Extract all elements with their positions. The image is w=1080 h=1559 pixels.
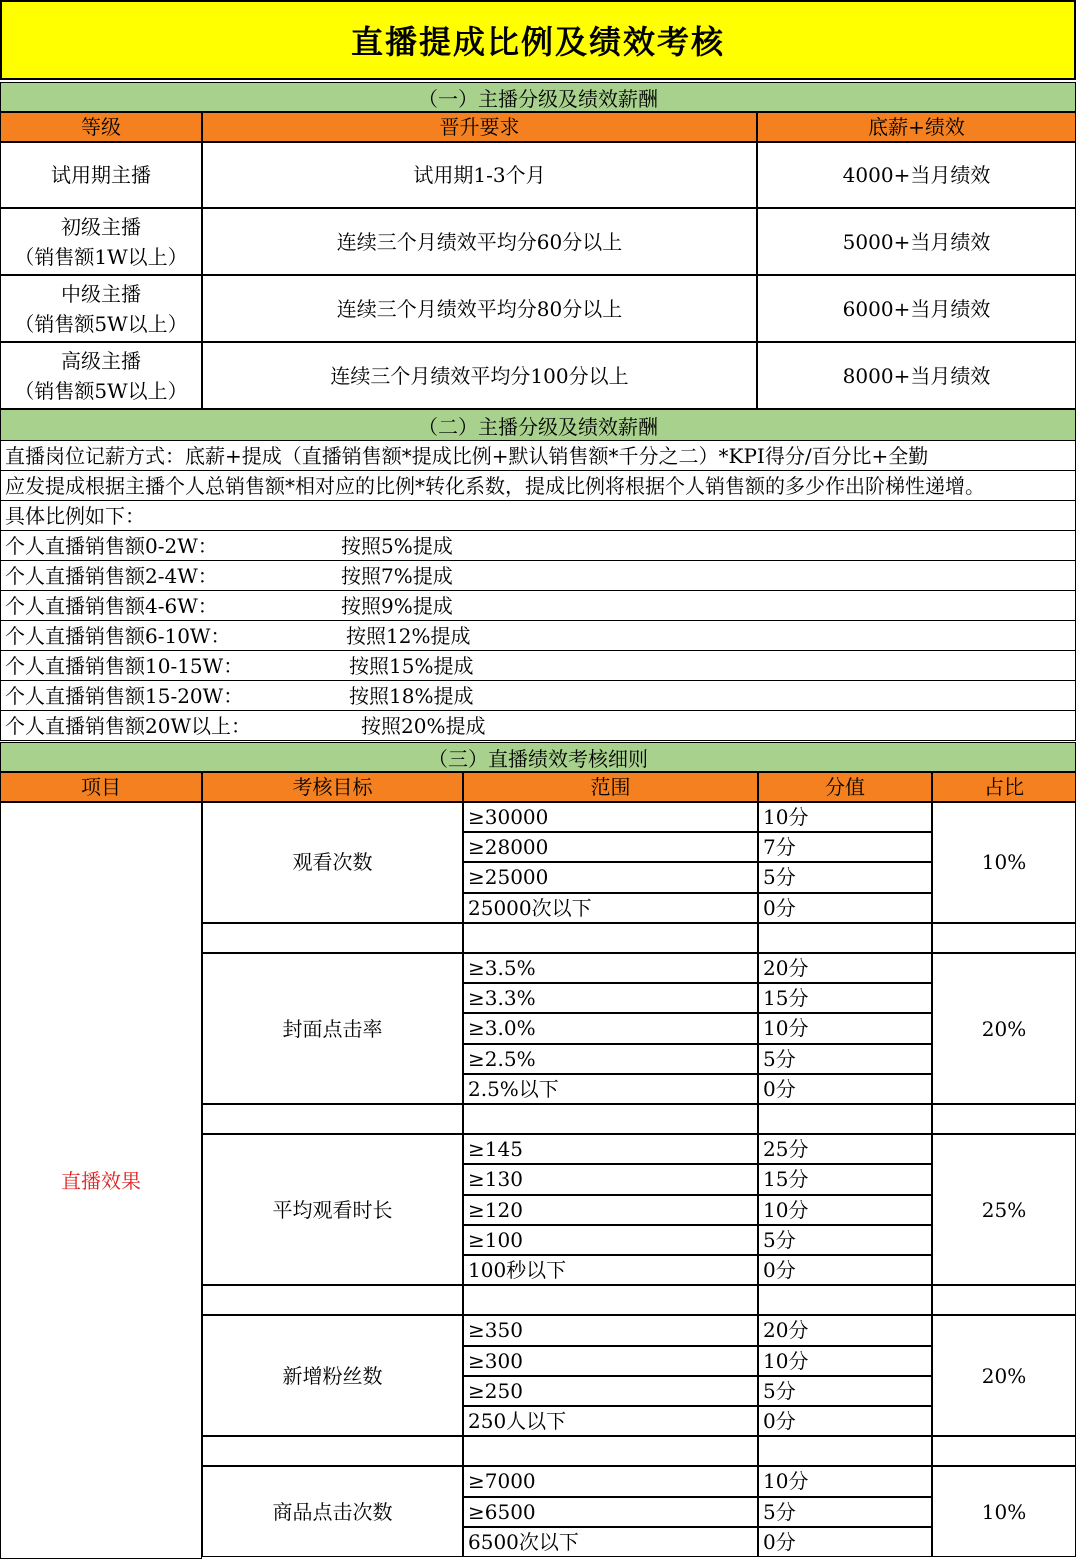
assessment-target: 平均观看时长 [202, 1134, 463, 1285]
spacer-cell [202, 1436, 463, 1466]
range-cell: 250人以下 [463, 1406, 758, 1436]
score-cell: 10分 [758, 1346, 932, 1376]
range-cell: ≥2.5% [463, 1044, 758, 1074]
range-cell: 6500次以下 [463, 1527, 758, 1557]
range-cell: ≥100 [463, 1225, 758, 1255]
level-name: 初级主播 [61, 214, 141, 239]
score-cell: 20分 [758, 953, 932, 983]
section1-column-header: 底薪+绩效 [757, 112, 1076, 142]
commission-ratio-row [0, 561, 1076, 591]
level-name: 高级主播 [61, 348, 141, 373]
range-cell: 100秒以下 [463, 1255, 758, 1285]
section3-column-header: 范围 [463, 772, 758, 802]
pay-cell: 4000+当月绩效 [757, 142, 1076, 208]
sales-range: 个人直播销售额0-2W： [5, 534, 218, 558]
section1-header: （一）主播分级及绩效薪酬 [0, 82, 1076, 112]
weight-ratio: 20% [932, 953, 1076, 1104]
commission-ratio-row [0, 651, 1076, 681]
level-name: 中级主播 [61, 281, 141, 306]
commission-ratio-row [0, 681, 1076, 711]
sales-range: 个人直播销售额4-6W： [5, 594, 218, 618]
commission-rate: 按照5%提成 [341, 534, 453, 558]
spacer-cell [932, 1104, 1076, 1134]
spacer-cell [932, 923, 1076, 953]
weight-ratio: 10% [932, 802, 1076, 923]
range-cell: ≥3.5% [463, 953, 758, 983]
commission-rate: 按照18%提成 [349, 684, 474, 708]
section3-column-header: 占比 [932, 772, 1076, 802]
section1-column-header: 等级 [0, 112, 202, 142]
pay-cell: 5000+当月绩效 [757, 208, 1076, 275]
section3-column-header: 考核目标 [202, 772, 463, 802]
requirement-cell: 连续三个月绩效平均分100分以上 [202, 342, 757, 409]
spacer-cell [463, 1436, 758, 1466]
level-cell [0, 275, 202, 342]
score-cell: 0分 [758, 893, 932, 923]
page-title: 直播提成比例及绩效考核 [0, 0, 1076, 80]
assessment-target: 商品点击次数 [202, 1466, 463, 1557]
salary-rule-line: 应发提成根据主播个人总销售额*相对应的比例*转化系数，提成比例将根据个人销售额的多少作出阶梯性递增。 [0, 471, 1076, 501]
score-cell: 5分 [758, 862, 932, 892]
range-cell: ≥130 [463, 1164, 758, 1194]
commission-ratio-row [0, 711, 1076, 741]
commission-ratio-row [0, 621, 1076, 651]
commission-rate: 按照7%提成 [341, 564, 453, 588]
section1-column-header: 晋升要求 [202, 112, 757, 142]
level-cell [0, 208, 202, 275]
range-cell: ≥250 [463, 1376, 758, 1406]
project-cell: 直播效果 [0, 802, 202, 1559]
spacer-cell [758, 1436, 932, 1466]
score-cell: 15分 [758, 1164, 932, 1194]
range-cell: ≥145 [463, 1134, 758, 1164]
requirement-cell: 连续三个月绩效平均分60分以上 [202, 208, 757, 275]
pay-cell: 8000+当月绩效 [757, 342, 1076, 409]
score-cell: 5分 [758, 1376, 932, 1406]
score-cell: 20分 [758, 1315, 932, 1345]
sales-range: 个人直播销售额6-10W： [5, 624, 231, 648]
spacer-cell [202, 923, 463, 953]
range-cell: ≥7000 [463, 1466, 758, 1496]
assessment-target: 观看次数 [202, 802, 463, 923]
weight-ratio: 25% [932, 1134, 1076, 1285]
sales-range: 个人直播销售额10-15W： [5, 654, 244, 678]
spacer-cell [932, 1436, 1076, 1466]
score-cell: 5分 [758, 1044, 932, 1074]
sales-range: 个人直播销售额15-20W： [5, 684, 244, 708]
score-cell: 7分 [758, 832, 932, 862]
score-cell: 25分 [758, 1134, 932, 1164]
commission-rate: 按照20%提成 [361, 714, 486, 738]
score-cell: 0分 [758, 1527, 932, 1557]
score-cell: 5分 [758, 1497, 932, 1527]
range-cell: ≥3.0% [463, 1013, 758, 1043]
commission-rate: 按照15%提成 [349, 654, 474, 678]
spacer-cell [758, 1285, 932, 1315]
assessment-target: 封面点击率 [202, 953, 463, 1104]
spacer-cell [932, 1285, 1076, 1315]
weight-ratio: 20% [932, 1315, 1076, 1436]
score-cell: 0分 [758, 1255, 932, 1285]
spacer-cell [202, 1285, 463, 1315]
sales-range: 个人直播销售额2-4W： [5, 564, 218, 588]
section3-column-header: 项目 [0, 772, 202, 802]
spacer-cell [463, 1104, 758, 1134]
score-cell: 5分 [758, 1225, 932, 1255]
requirement-cell: 连续三个月绩效平均分80分以上 [202, 275, 757, 342]
level-sales-requirement: （销售额5W以上） [14, 378, 188, 403]
spacer-cell [758, 1104, 932, 1134]
assessment-target: 新增粉丝数 [202, 1315, 463, 1436]
range-cell: 25000次以下 [463, 893, 758, 923]
range-cell: ≥30000 [463, 802, 758, 832]
range-cell: ≥25000 [463, 862, 758, 892]
salary-rule-line: 具体比例如下： [0, 501, 1076, 531]
spacer-cell [202, 1104, 463, 1134]
range-cell: ≥3.3% [463, 983, 758, 1013]
level-cell [0, 142, 202, 208]
spacer-cell [758, 923, 932, 953]
spacer-cell [463, 1285, 758, 1315]
score-cell: 0分 [758, 1074, 932, 1104]
range-cell: ≥120 [463, 1195, 758, 1225]
salary-rule-line: 直播岗位记薪方式：底薪+提成（直播销售额*提成比例+默认销售额*千分之二）*KPI得分/百分比+全勤 [0, 441, 1076, 471]
level-sales-requirement: （销售额1W以上） [14, 244, 188, 269]
score-cell: 0分 [758, 1406, 932, 1436]
range-cell: ≥300 [463, 1346, 758, 1376]
range-cell: 2.5%以下 [463, 1074, 758, 1104]
sales-range: 个人直播销售额20W以上： [5, 714, 252, 738]
score-cell: 10分 [758, 1466, 932, 1496]
level-name: 试用期主播 [51, 163, 151, 187]
spacer-cell [463, 923, 758, 953]
commission-ratio-row [0, 591, 1076, 621]
score-cell: 10分 [758, 1013, 932, 1043]
pay-cell: 6000+当月绩效 [757, 275, 1076, 342]
section3-column-header: 分值 [758, 772, 932, 802]
commission-rate: 按照12%提成 [346, 624, 471, 648]
section3-header: （三）直播绩效考核细则 [0, 742, 1076, 772]
level-cell [0, 342, 202, 409]
section2-header: （二）主播分级及绩效薪酬 [0, 409, 1076, 441]
range-cell: ≥28000 [463, 832, 758, 862]
range-cell: ≥6500 [463, 1497, 758, 1527]
weight-ratio: 10% [932, 1466, 1076, 1557]
level-sales-requirement: （销售额5W以上） [14, 311, 188, 336]
requirement-cell: 试用期1-3个月 [202, 142, 757, 208]
score-cell: 10分 [758, 1195, 932, 1225]
commission-ratio-row [0, 531, 1076, 561]
score-cell: 10分 [758, 802, 932, 832]
score-cell: 15分 [758, 983, 932, 1013]
range-cell: ≥350 [463, 1315, 758, 1345]
commission-rate: 按照9%提成 [341, 594, 453, 618]
